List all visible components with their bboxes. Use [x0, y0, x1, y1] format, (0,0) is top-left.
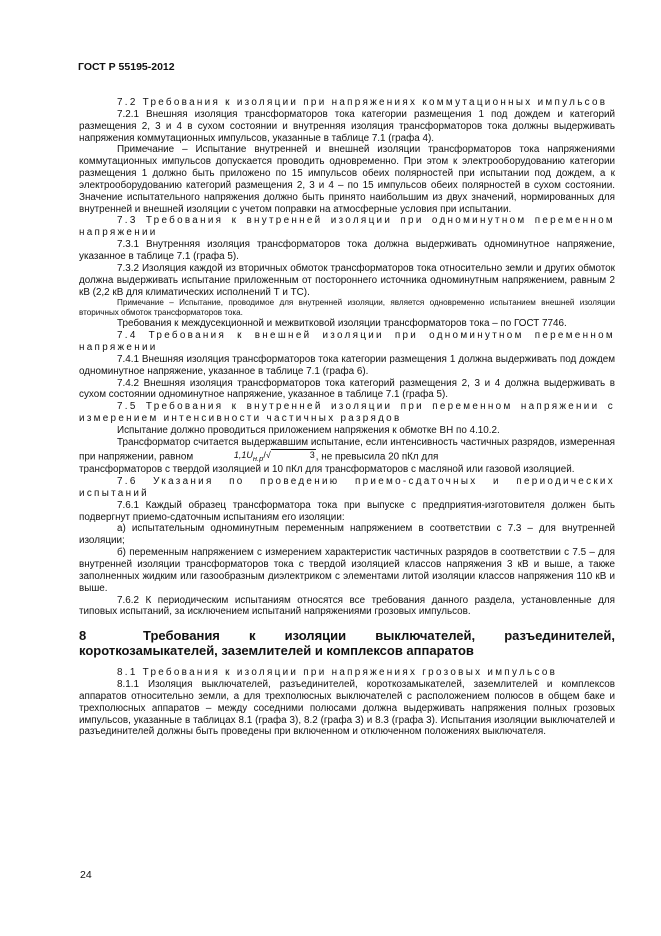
paragraph-continuation: трансформаторов с твердой изоляцией и 10 пКл для трансформаторов с масляной или газовой изоляцией. — [79, 464, 575, 476]
formula-symbol: U — [246, 449, 253, 460]
section-title: Требования к изоляции выключателей, разъединителей, короткозамыкателей, заземлителей и комплексов аппаратов — [79, 628, 615, 659]
paragraph: 7.6.2 К периодическим испытаниям относятся все требования данного раздела, установленные для типовых испытаний, за исключением испытаний напряжениями грозовых импульсов. — [79, 594, 615, 618]
clause-heading: 7.2 Требования к изоляции при напряжениях коммутационных импульсов — [117, 97, 608, 108]
paragraph: 7.2.1 Внешняя изоляция трансформаторов тока категории размещения 1 под дождем и категорий размещения 2, 3 и 4 в сухом состоянии и внутренняя изоляция трансформаторов тока должны выдерживать напряжения коммутационных импульсов, указанные в таблице 7.1 (графа 4). — [79, 108, 615, 144]
paragraph: 7.6.1 Каждый образец трансформатора тока при выпуске с предприятия-изготовителя должен быть подвергнут приемо-сдаточным испытаниям его изоляции: — [79, 499, 615, 523]
clause-heading: 7.4 Требования к внешней изоляции при одноминутном переменном напряжении — [79, 330, 615, 354]
formula-sqrt-argument: 3 — [271, 449, 316, 462]
paragraph: 7.3.1 Внутренняя изоляция трансформаторов тока должна выдерживать одноминутное напряжение, указанное в таблице 7.1 (графа 5). — [79, 239, 615, 262]
formula-text-before: Трансформатор считается выдержавшим испытание, если интенсивность частичных разрядов, измеренная при напряжении, равном — [79, 436, 615, 463]
list-item: б) переменным напряжением с измерением характеристик частичных разрядов в соответствии с 7.5 – для внутренней изоляции трансформаторов тока с твердой изоляцией классов напряжения 3 кВ и выше, а также заполненных жидким или газообразным диэлектриком с элементами литой изоляции классов напряжения 110 кВ и выше. — [79, 547, 615, 594]
formula-slash: / — [263, 449, 266, 460]
clause-heading: 7.3 Требования к внутренней изоляции при одноминутном переменном напряжении — [79, 215, 615, 239]
clause-heading: 7.6 Указания по проведению приемо-сдаточных и периодических испытаний — [79, 476, 615, 499]
formula-coefficient: 1,1 — [233, 449, 247, 460]
formula-paragraph — [79, 437, 615, 464]
paragraph: Требования к междусекционной и межвитковой изоляции трансформаторов тока – по ГОСТ 7746. — [117, 318, 567, 330]
page-body — [79, 97, 615, 738]
voltage-formula: $1,1U_{н.р}/√$ 3 — [233, 449, 315, 463]
list-item: а) испытательным одноминутным переменным напряжением в соответствии с 7.3 – для внутренней изоляции; — [79, 523, 615, 547]
section-heading — [79, 628, 615, 658]
paragraph: 8.1.1 Изоляция выключателей, разъединителей, короткозамыкателей, заземлителей и комплексов аппаратов относительно земли, а для трехполюсных выключателей с расположением полюсов в общем баке и трехполюсных аппаратов – между соседними полюсами должна выдерживать напряжения полных грозовых импульсов, указанные в таблицах 8.1 (графа 3), 8.2 (графа 3) и 8.3 (графа 3). Испытания изоляции выключателей и разъединителей должны быть проведены при включенном и отключенном положениях выключателя. — [79, 679, 615, 738]
note: Примечание – Испытание внутренней и внешней изоляции трансформаторов тока напряжениями коммутационных импульсов допускается проводить одновременно. При этом к электрооборудованию категории размещения 1 должно быть приложено по 15 импульсов обеих полярностей при испытании под дождем, а к электрооборудованию категорий размещения 2, 3 и 4 – по 15 импульсов обеих полярностей в сухом состоянии. Значение испытательного напряжения должно быть принято наибольшим из двух значений, нормированных для внутренней и внешней изоляции с учетом поправки на атмосферные условия при испытании. — [79, 144, 615, 215]
paragraph: 7.4.1 Внешняя изоляция трансформаторов тока категории размещения 1 должна выдерживать под дождем одноминутное напряжение, указанное в таблице 7.1 (графа 6). — [79, 353, 615, 377]
paragraph: 7.3.2 Изоляция каждой из вторичных обмоток трансформаторов тока относительно земли и других обмоток должна выдерживать испытание приложенным от постороннего источника одноминутным напряжением, равным 2 кВ (2,2 кВ для климатических исполнений Т и ТС). — [79, 262, 615, 298]
formula-subscript: н.р — [252, 453, 264, 463]
paragraph: 7.4.2 Внешняя изоляция трансформаторов тока категорий размещения 2, 3 и 4 должна выдерживать в сухом состоянии одноминутное напряжение, указанное в таблице 7.1 (графа 5). — [79, 377, 615, 401]
document-code: ГОСТ Р 55195-2012 — [78, 61, 175, 73]
formula-text-after: , не превысила 20 пКл для — [315, 451, 439, 463]
section-number: 8 — [79, 628, 87, 644]
note: Примечание – Испытание, проводимое для внутренней изоляции, является одновременно испытанием внешней изоляции вторичных обмоток трансформаторов тока. — [79, 298, 615, 318]
page-number: 24 — [80, 869, 92, 881]
clause-heading: 8.1 Требования к изоляции при напряжениях грозовых импульсов — [117, 667, 558, 679]
paragraph: Испытание должно проводиться приложением напряжения к обмотке ВН по 4.10.2. — [117, 424, 500, 436]
clause-heading: 7.5 Требования к внутренней изоляции при переменном напряжении с измерением интенсивности частичных разрядов — [79, 401, 615, 425]
